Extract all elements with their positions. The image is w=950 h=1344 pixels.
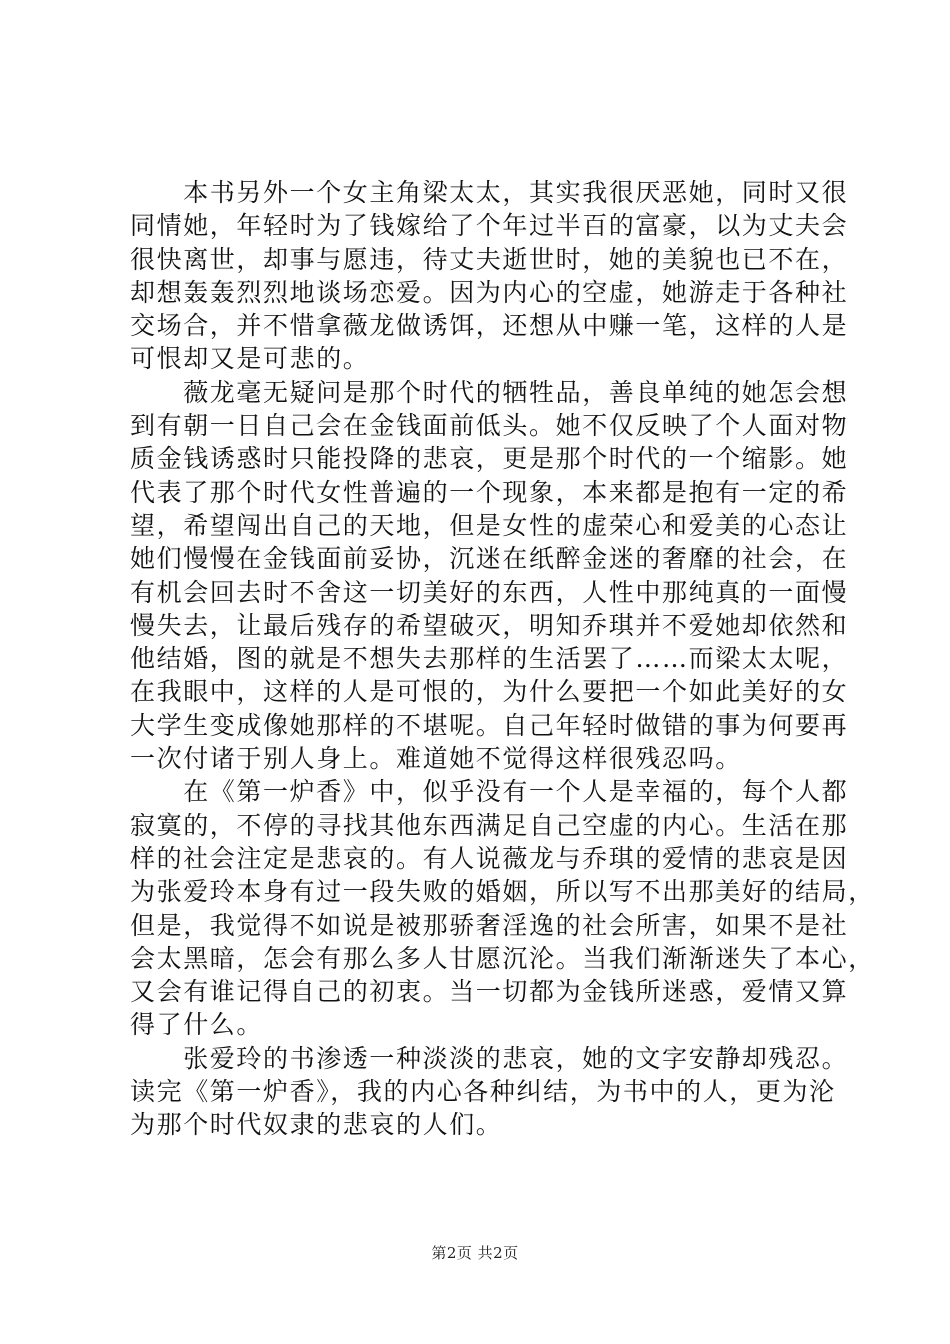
text-line: 望，希望闯出自己的天地，但是女性的虚荣心和爱美的心态让 [130,510,849,540]
text-line: 为那个时代奴隶的悲哀的人们。 [130,1110,503,1140]
essay-body [130,176,875,1142]
text-line: 读完《第一炉香》，我的内心各种纠结，为书中的人，更为沦 [130,1077,836,1107]
text-line: 质金钱诱惑时只能投降的悲哀，更是那个时代的一个缩影。她 [130,444,849,474]
text-line: 样的社会注定是悲哀的。有人说薇龙与乔琪的爱情的悲哀是因 [130,843,849,873]
text-line: 张爱玲的书渗透一种淡淡的悲哀，她的文字安静却残忍。 [130,1043,849,1073]
text-line: 会太黑暗，怎会有那么多人甘愿沉沦。当我们渐渐迷失了本心， [130,943,875,973]
text-line: 有机会回去时不舍这一切美好的东西，人性中那纯真的一面慢 [130,577,849,607]
text-line: 薇龙毫无疑问是那个时代的牺牲品，善良单纯的她怎会想 [130,377,849,407]
text-line: 很快离世，却事与愿违，待丈夫逝世时，她的美貌也已不在， [130,244,849,274]
text-line: 为张爱玲本身有过一段失败的婚姻，所以写不出那美好的结局， [130,877,875,907]
text-line: 可恨却又是可悲的。 [130,344,370,374]
text-line: 慢失去，让最后残存的希望破灭，明知乔琪并不爱她却依然和 [130,610,849,640]
text-line: 到有朝一日自己会在金钱面前低头。她不仅反映了个人面对物 [130,411,849,441]
text-line: 交场合，并不惜拿薇龙做诱饵，还想从中赚一笔，这样的人是 [130,311,849,341]
text-line: 得了什么。 [130,1010,264,1040]
text-line: 寂寞的，不停的寻找其他东西满足自己空虚的内心。生活在那 [130,810,849,840]
text-line: 在我眼中，这样的人是可恨的，为什么要把一个如此美好的女 [130,677,849,707]
text-line: 却想轰轰烈烈地谈场恋爱。因为内心的空虚，她游走于各种社 [130,277,849,307]
text-line: 同情她，年轻时为了钱嫁给了个年过半百的富豪，以为丈夫会 [130,211,849,241]
text-line: 一次付诸于别人身上。难道她不觉得这样很残忍吗。 [130,744,742,774]
text-line: 在《第一炉香》中，似乎没有一个人是幸福的，每个人都 [130,777,849,807]
text-line: 大学生变成像她那样的不堪呢。自己年轻时做错的事为何要再 [130,710,849,740]
text-line: 但是，我觉得不如说是被那骄奢淫逸的社会所害，如果不是社 [130,910,849,940]
page-indicator: 第2页 共2页 [431,1244,519,1262]
text-line: 又会有谁记得自己的初衷。当一切都为金钱所迷惑，爱情又算 [130,977,849,1007]
page-footer [0,1242,950,1263]
text-line: 本书另外一个女主角梁太太，其实我很厌恶她，同时又很 [130,178,849,207]
text-line: 他结婚，图的就是不想失去那样的生活罢了……而梁太太呢， [130,644,849,674]
text-line: 代表了那个时代女性普遍的一个现象，本来都是抱有一定的希 [130,477,849,507]
text-line: 她们慢慢在金钱面前妥协，沉迷在纸醉金迷的奢靡的社会，在 [130,544,849,574]
